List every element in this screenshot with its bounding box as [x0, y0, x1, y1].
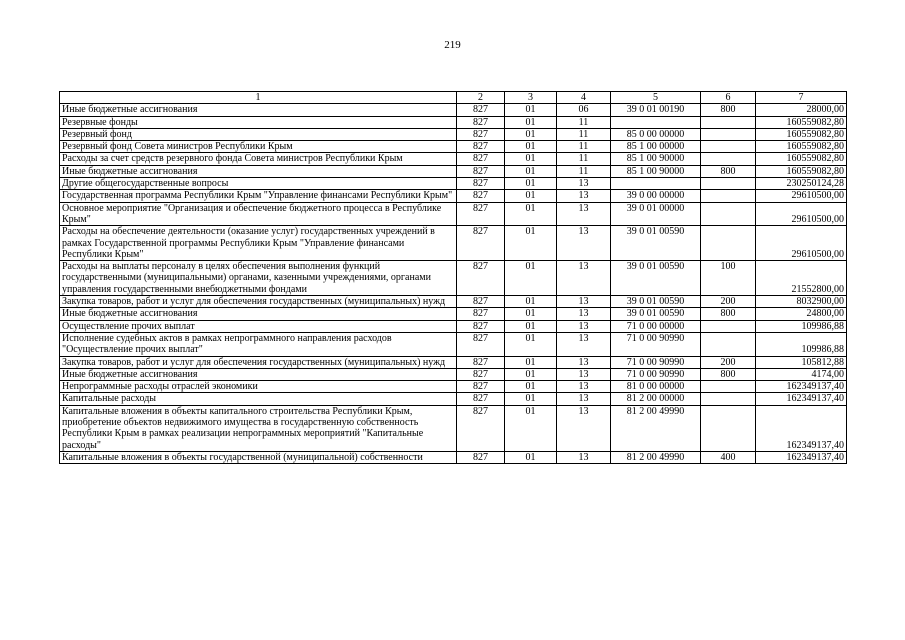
ministry-code: 827 [457, 190, 505, 202]
expense-type-code [701, 178, 756, 190]
target-article-code: 85 1 00 90000 [611, 153, 701, 165]
item-name: Расходы на выплаты персоналу в целях обеспечения выполнения функций государственными (муниципальными) органами, казенными учреждениями, органами управления государственными внебюджетными фондами [60, 261, 457, 296]
section-code: 01 [505, 261, 557, 296]
table-row [60, 104, 847, 116]
subsection-code: 13 [557, 381, 611, 393]
expense-type-code [701, 405, 756, 451]
target-article-code: 39 0 01 00000 [611, 202, 701, 226]
subsection-code: 11 [557, 141, 611, 153]
column-header: 3 [505, 92, 557, 104]
item-name: Осуществление прочих выплат [60, 320, 457, 332]
table-row [60, 261, 847, 296]
target-article-code: 85 1 00 90000 [611, 165, 701, 177]
expense-type-code [701, 381, 756, 393]
expense-type-code [701, 116, 756, 128]
subsection-code: 13 [557, 405, 611, 451]
ministry-code: 827 [457, 320, 505, 332]
ministry-code: 827 [457, 226, 505, 261]
amount: 162349137,40 [756, 405, 847, 451]
expense-type-code [701, 202, 756, 226]
expense-type-code: 200 [701, 296, 756, 308]
ministry-code: 827 [457, 261, 505, 296]
target-article-code: 81 2 00 00000 [611, 393, 701, 405]
table-row [60, 296, 847, 308]
amount: 21552800,00 [756, 261, 847, 296]
amount: 29610500,00 [756, 190, 847, 202]
section-code: 01 [505, 332, 557, 356]
item-name: Закупка товаров, работ и услуг для обеспечения государственных (муниципальных) нужд [60, 296, 457, 308]
ministry-code: 827 [457, 393, 505, 405]
section-code: 01 [505, 368, 557, 380]
column-header: 6 [701, 92, 756, 104]
amount: 160559082,80 [756, 165, 847, 177]
table-body [60, 104, 847, 464]
target-article-code: 85 0 00 00000 [611, 128, 701, 140]
item-name: Государственная программа Республики Крым "Управление финансами Республики Крым" [60, 190, 457, 202]
table-row [60, 356, 847, 368]
ministry-code: 827 [457, 381, 505, 393]
item-name: Иные бюджетные ассигнования [60, 104, 457, 116]
expense-type-code: 800 [701, 165, 756, 177]
table-row [60, 308, 847, 320]
subsection-code: 13 [557, 202, 611, 226]
amount: 160559082,80 [756, 141, 847, 153]
expense-type-code [701, 141, 756, 153]
subsection-code: 13 [557, 178, 611, 190]
section-code: 01 [505, 116, 557, 128]
subsection-code: 11 [557, 128, 611, 140]
section-code: 01 [505, 141, 557, 153]
subsection-code: 13 [557, 332, 611, 356]
ministry-code: 827 [457, 356, 505, 368]
expense-type-code: 200 [701, 356, 756, 368]
ministry-code: 827 [457, 165, 505, 177]
header-row [60, 92, 847, 104]
budget-table [59, 91, 847, 464]
table-row [60, 332, 847, 356]
table-row [60, 381, 847, 393]
table-row [60, 190, 847, 202]
ministry-code: 827 [457, 104, 505, 116]
table-row [60, 451, 847, 463]
expense-type-code [701, 128, 756, 140]
subsection-code: 13 [557, 451, 611, 463]
table-row [60, 368, 847, 380]
item-name: Резервный фонд [60, 128, 457, 140]
expense-type-code [701, 153, 756, 165]
section-code: 01 [505, 320, 557, 332]
expense-type-code: 800 [701, 308, 756, 320]
amount: 29610500,00 [756, 202, 847, 226]
expense-type-code: 400 [701, 451, 756, 463]
expense-type-code [701, 190, 756, 202]
expense-type-code: 800 [701, 104, 756, 116]
section-code: 01 [505, 202, 557, 226]
table-row [60, 320, 847, 332]
amount: 160559082,80 [756, 128, 847, 140]
item-name: Расходы на обеспечение деятельности (оказание услуг) государственных учреждений в рамках Государственной программы Республики Крым "Управление финансами Республики Крым" [60, 226, 457, 261]
ministry-code: 827 [457, 141, 505, 153]
target-article-code: 81 2 00 49990 [611, 451, 701, 463]
item-name: Капитальные вложения в объекты государственной (муниципальной) собственности [60, 451, 457, 463]
section-code: 01 [505, 165, 557, 177]
page-number: 219 [444, 39, 461, 51]
table-row [60, 116, 847, 128]
ministry-code: 827 [457, 153, 505, 165]
item-name: Другие общегосударственные вопросы [60, 178, 457, 190]
target-article-code: 39 0 01 00590 [611, 308, 701, 320]
ministry-code: 827 [457, 405, 505, 451]
section-code: 01 [505, 128, 557, 140]
target-article-code: 81 0 00 00000 [611, 381, 701, 393]
column-header: 5 [611, 92, 701, 104]
subsection-code: 13 [557, 393, 611, 405]
amount: 24800,00 [756, 308, 847, 320]
target-article-code: 39 0 01 00190 [611, 104, 701, 116]
ministry-code: 827 [457, 116, 505, 128]
target-article-code: 39 0 00 00000 [611, 190, 701, 202]
ministry-code: 827 [457, 128, 505, 140]
subsection-code: 13 [557, 261, 611, 296]
column-header: 4 [557, 92, 611, 104]
item-name: Непрограммные расходы отраслей экономики [60, 381, 457, 393]
item-name: Иные бюджетные ассигнования [60, 368, 457, 380]
subsection-code: 11 [557, 153, 611, 165]
section-code: 01 [505, 381, 557, 393]
target-article-code [611, 116, 701, 128]
expense-type-code [701, 226, 756, 261]
section-code: 01 [505, 226, 557, 261]
item-name: Закупка товаров, работ и услуг для обеспечения государственных (муниципальных) нужд [60, 356, 457, 368]
target-article-code: 39 0 01 00590 [611, 261, 701, 296]
subsection-code: 13 [557, 226, 611, 261]
ministry-code: 827 [457, 296, 505, 308]
ministry-code: 827 [457, 178, 505, 190]
amount: 105812,88 [756, 356, 847, 368]
table-row [60, 128, 847, 140]
amount: 29610500,00 [756, 226, 847, 261]
item-name: Исполнение судебных актов в рамках непрограммного направления расходов "Осуществление прочих выплат" [60, 332, 457, 356]
subsection-code: 11 [557, 116, 611, 128]
target-article-code: 71 0 00 90990 [611, 356, 701, 368]
target-article-code: 39 0 01 00590 [611, 226, 701, 261]
expense-type-code [701, 393, 756, 405]
section-code: 01 [505, 405, 557, 451]
subsection-code: 13 [557, 368, 611, 380]
subsection-code: 13 [557, 190, 611, 202]
amount: 162349137,40 [756, 381, 847, 393]
target-article-code: 71 0 00 90990 [611, 368, 701, 380]
ministry-code: 827 [457, 308, 505, 320]
target-article-code: 71 0 00 00000 [611, 320, 701, 332]
section-code: 01 [505, 104, 557, 116]
amount: 109986,88 [756, 332, 847, 356]
amount: 160559082,80 [756, 116, 847, 128]
item-name: Капитальные расходы [60, 393, 457, 405]
amount: 8032900,00 [756, 296, 847, 308]
section-code: 01 [505, 153, 557, 165]
amount: 4174,00 [756, 368, 847, 380]
amount: 160559082,80 [756, 153, 847, 165]
table-row [60, 393, 847, 405]
table-row [60, 153, 847, 165]
ministry-code: 827 [457, 451, 505, 463]
expense-type-code [701, 320, 756, 332]
target-article-code: 71 0 00 90990 [611, 332, 701, 356]
subsection-code: 13 [557, 308, 611, 320]
item-name: Резервные фонды [60, 116, 457, 128]
table-row [60, 405, 847, 451]
target-article-code: 81 2 00 49990 [611, 405, 701, 451]
amount: 230250124,28 [756, 178, 847, 190]
item-name: Иные бюджетные ассигнования [60, 308, 457, 320]
ministry-code: 827 [457, 368, 505, 380]
amount: 162349137,40 [756, 393, 847, 405]
subsection-code: 06 [557, 104, 611, 116]
amount: 162349137,40 [756, 451, 847, 463]
section-code: 01 [505, 356, 557, 368]
expense-type-code: 100 [701, 261, 756, 296]
column-header: 1 [60, 92, 457, 104]
subsection-code: 13 [557, 296, 611, 308]
item-name: Иные бюджетные ассигнования [60, 165, 457, 177]
section-code: 01 [505, 308, 557, 320]
expense-type-code [701, 332, 756, 356]
column-header: 2 [457, 92, 505, 104]
subsection-code: 11 [557, 165, 611, 177]
section-code: 01 [505, 296, 557, 308]
ministry-code: 827 [457, 332, 505, 356]
target-article-code [611, 178, 701, 190]
table-row [60, 165, 847, 177]
item-name: Расходы за счет средств резервного фонда Совета министров Республики Крым [60, 153, 457, 165]
column-header: 7 [756, 92, 847, 104]
amount: 28000,00 [756, 104, 847, 116]
subsection-code: 13 [557, 356, 611, 368]
amount: 109986,88 [756, 320, 847, 332]
subsection-code: 13 [557, 320, 611, 332]
target-article-code: 85 1 00 00000 [611, 141, 701, 153]
target-article-code: 39 0 01 00590 [611, 296, 701, 308]
item-name: Основное мероприятие "Организация и обеспечение бюджетного процесса в Республике Крым" [60, 202, 457, 226]
item-name: Резервный фонд Совета министров Республики Крым [60, 141, 457, 153]
expense-type-code: 800 [701, 368, 756, 380]
table-row [60, 226, 847, 261]
table-row [60, 178, 847, 190]
section-code: 01 [505, 190, 557, 202]
ministry-code: 827 [457, 202, 505, 226]
section-code: 01 [505, 451, 557, 463]
section-code: 01 [505, 178, 557, 190]
item-name: Капитальные вложения в объекты капитального строительства Республики Крым, приобретение объектов недвижимого имущества в государственную собственность Республики Крым в рамках реализации непрограммных мероприятий "Капитальные расходы" [60, 405, 457, 451]
table-row [60, 202, 847, 226]
table-row [60, 141, 847, 153]
section-code: 01 [505, 393, 557, 405]
